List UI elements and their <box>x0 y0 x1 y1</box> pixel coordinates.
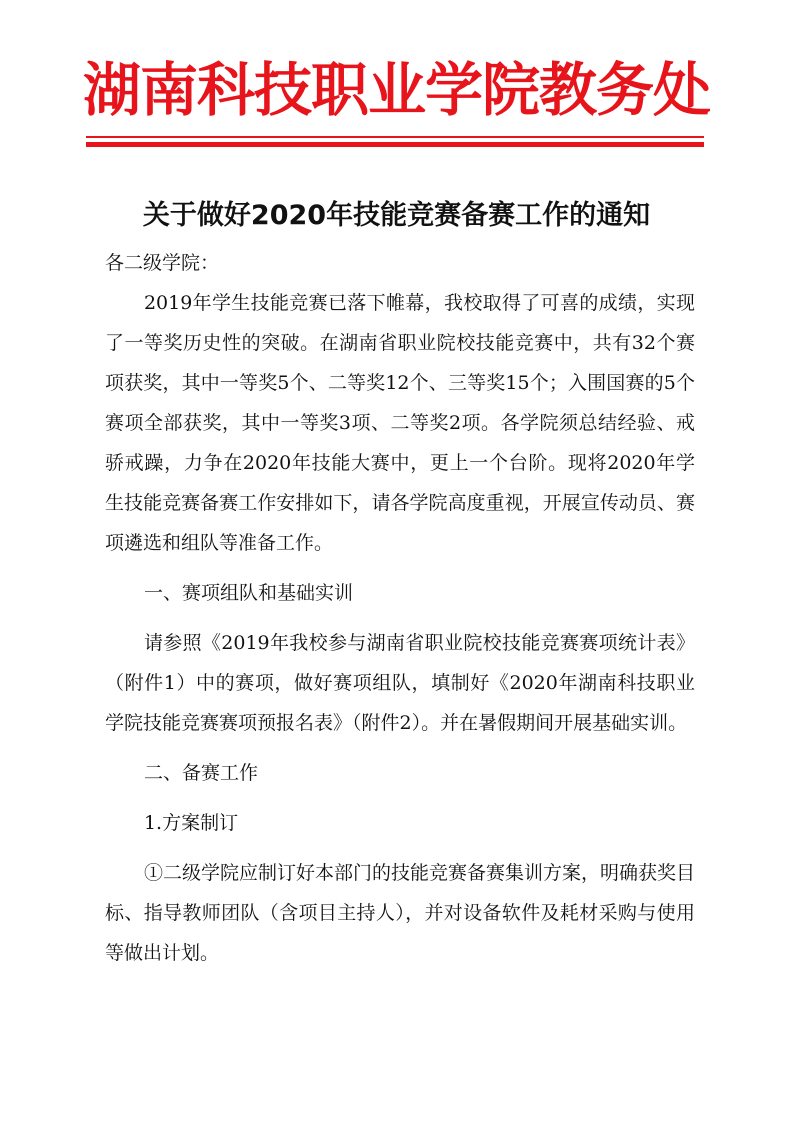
section-1-heading: 一、赛项组队和基础实训 <box>143 582 353 604</box>
letterhead-divider-thick <box>86 142 704 147</box>
section-1-paragraph: 请参照《2019年我校参与湖南省职业院校技能竞赛赛项统计表》（附件1）中的赛项，做好赛项组队，填制好《2020年湖南科技职业学院技能竞赛赛项预报名表》（附件2）。并在暑假期间开展基础实训。 <box>105 632 695 734</box>
intro-paragraph: 2019年学生技能竞赛已落下帷幕，我校取得了可喜的成绩，实现了一等奖历史性的突破。在湖南省职业院校技能竞赛中，共有32个赛项获奖，其中一等奖5个、二等奖12个、三等奖15个；入围国赛的5个赛项全部获奖，其中一等奖3项、二等奖2项。各学院须总结经验、戒骄戒躁，力争在2020年技能大赛中，更上一个台阶。现将2020年学生技能竞赛备赛工作安排如下，请各学院高度重视，开展宣传动员、赛项遴选和组队等准备工作。 <box>105 292 695 554</box>
spacer <box>105 563 695 573</box>
spacer <box>105 793 695 803</box>
document-body <box>105 243 695 973</box>
document-title: 关于做好2020年技能竞赛备赛工作的通知 <box>142 200 651 231</box>
section-2-heading: 二、备赛工作 <box>143 762 258 784</box>
letterhead-divider-thin <box>86 136 704 138</box>
subsection-1-heading: 1.方案制订 <box>143 812 239 834</box>
spacer <box>105 743 695 753</box>
salutation: 各二级学院： <box>105 252 220 274</box>
spacer <box>105 613 695 623</box>
subsection-1-paragraph: ①二级学院应制订好本部门的技能竞赛备赛集训方案，明确获奖目标、指导教师团队（含项目主持人），并对设备软件及耗材采购与使用等做出计划。 <box>105 862 695 964</box>
letterhead-org-name: 湖南科技职业学院教务处 <box>82 56 710 124</box>
spacer <box>105 843 695 853</box>
